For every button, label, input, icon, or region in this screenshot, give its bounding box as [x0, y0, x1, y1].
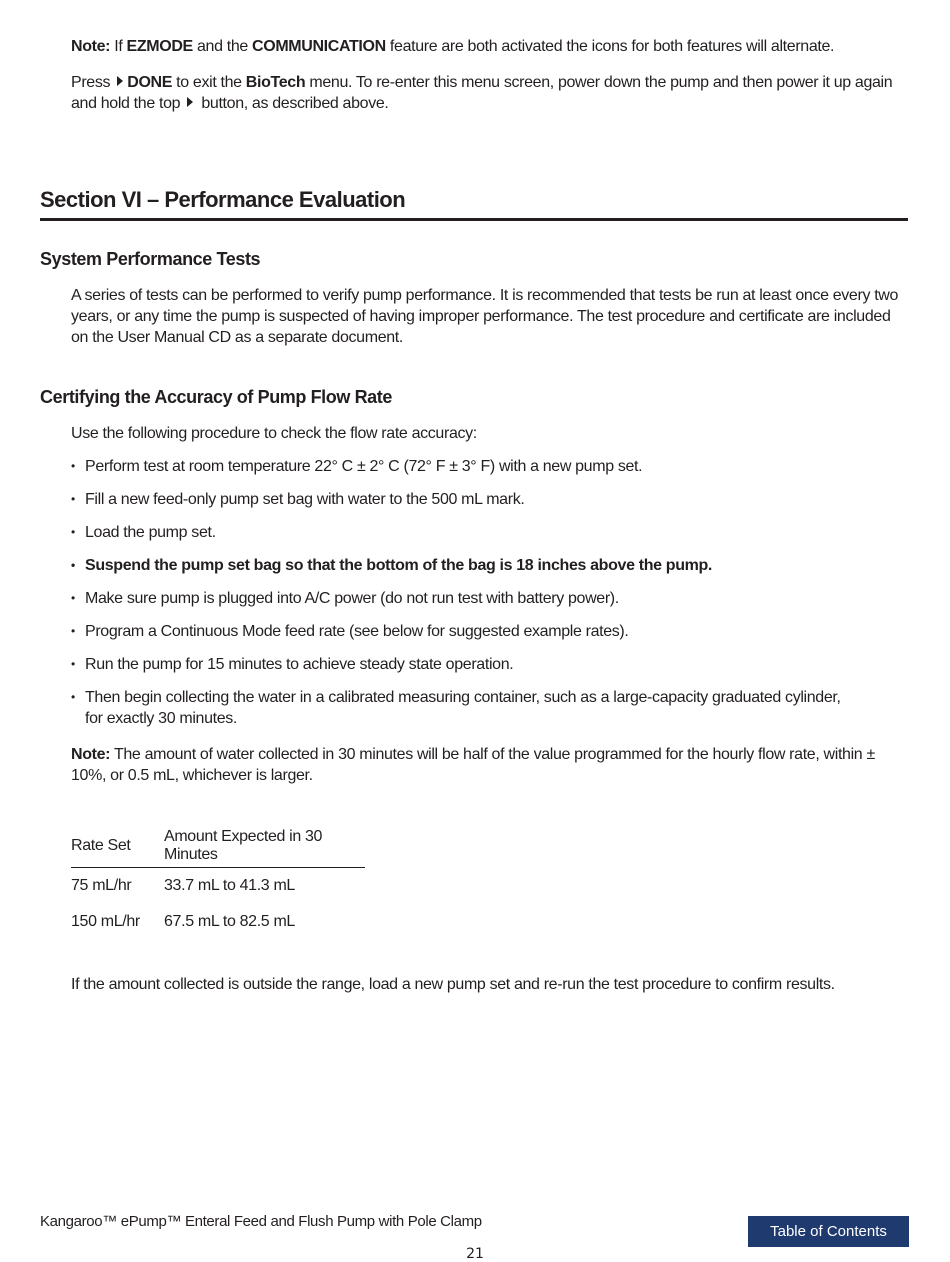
press-text-1: Press: [71, 74, 115, 91]
step-text: Then begin collecting the water in a calibrated measuring container, such as a large-capacity graduated cylinder, for exactly 30 minutes.: [85, 689, 841, 727]
step-text: Perform test at room temperature 22° C ± 2° C (72° F ± 3° F) with a new pump set.: [85, 458, 643, 475]
table-row: [71, 868, 365, 905]
step-text: Run the pump for 15 minutes to achieve steady state operation.: [85, 656, 514, 673]
step-text: Make sure pump is plugged into A/C power (do not run test with battery power).: [85, 590, 619, 607]
list-item: [71, 522, 871, 543]
note-text-3: feature are both activated the icons for both features will alternate.: [385, 38, 835, 55]
page-number: 21: [466, 1246, 484, 1262]
bullet-icon: •: [71, 492, 75, 506]
right-triangle-icon: [117, 76, 123, 86]
bullet-icon: •: [71, 690, 75, 704]
column-header: Rate Set: [71, 828, 164, 868]
press-text-2: to exit the: [172, 74, 246, 91]
note-label: Note:: [71, 746, 111, 763]
section-heading: Section VI – Performance Evaluation: [40, 186, 908, 221]
bullet-icon: •: [71, 657, 75, 671]
right-triangle-icon: [187, 97, 193, 107]
list-item: [71, 654, 871, 675]
rate-cell: 150 mL/hr: [71, 913, 140, 930]
list-item: [71, 489, 871, 510]
accuracy-note: [71, 744, 911, 786]
table-header-row: [71, 828, 365, 868]
press-text-4: button, as described above.: [197, 95, 389, 112]
bullet-icon: •: [71, 624, 75, 638]
press-text-3: menu. To re-enter this menu screen, power down the pump and then power it up again and hold the top: [71, 74, 893, 112]
table-of-contents-button[interactable]: Table of Contents: [748, 1216, 909, 1247]
rate-table: [71, 828, 365, 940]
biotech-keyword: BioTech: [245, 74, 306, 91]
amount-cell: 67.5 mL to 82.5 mL: [164, 913, 295, 930]
ezmode-note: [71, 36, 911, 57]
note-text-1: If: [110, 38, 127, 55]
step-text: Suspend the pump set bag so that the bottom of the bag is 18 inches above the pump.: [85, 557, 713, 574]
footer-product-name: Kangaroo™ ePump™ Enteral Feed and Flush Pump with Pole Clamp: [40, 1213, 482, 1230]
column-header: Amount Expected in 30 Minutes: [164, 828, 365, 868]
step-text: Fill a new feed-only pump set bag with water to the 500 mL mark.: [85, 491, 525, 508]
bullet-icon: •: [71, 591, 75, 605]
certifying-intro: Use the following procedure to check the flow rate accuracy:: [71, 425, 477, 442]
closing-instructions: If the amount collected is outside the range, load a new pump set and re-run the test procedure to confirm results.: [71, 976, 835, 993]
list-item: [71, 588, 871, 609]
done-keyword: DONE: [127, 74, 173, 91]
certifying-heading: Certifying the Accuracy of Pump Flow Rate: [40, 387, 392, 407]
system-tests-heading: System Performance Tests: [40, 249, 261, 269]
bullet-icon: •: [71, 525, 75, 539]
ezmode-keyword: EZMODE: [126, 38, 193, 55]
bullet-icon: •: [71, 558, 75, 572]
list-item: [71, 687, 845, 729]
note-label: Note:: [71, 38, 111, 55]
list-item: [71, 456, 871, 477]
table-row: [71, 904, 365, 940]
note-text: The amount of water collected in 30 minutes will be half of the value programmed for the hourly flow rate, within ± 10%, or 0.5 mL, whichever is larger.: [71, 746, 875, 784]
procedure-steps: [71, 456, 871, 741]
list-item: [71, 621, 871, 642]
step-text: Load the pump set.: [85, 524, 216, 541]
communication-keyword: COMMUNICATION: [252, 38, 386, 55]
system-tests-body: A series of tests can be performed to verify pump performance. It is recommended that tests be run at least once every two years, or any time the pump is suspected of having improper performance. The test procedure and certificate are included on the User Manual CD as a separate document.: [71, 287, 899, 346]
rate-cell: 75 mL/hr: [71, 877, 132, 894]
list-item: [71, 555, 871, 576]
amount-cell: 33.7 mL to 41.3 mL: [164, 877, 295, 894]
bullet-icon: •: [71, 459, 75, 473]
note-text-2: and the: [192, 38, 253, 55]
exit-menu-instructions: [71, 72, 911, 114]
step-text: Program a Continuous Mode feed rate (see below for suggested example rates).: [85, 623, 629, 640]
